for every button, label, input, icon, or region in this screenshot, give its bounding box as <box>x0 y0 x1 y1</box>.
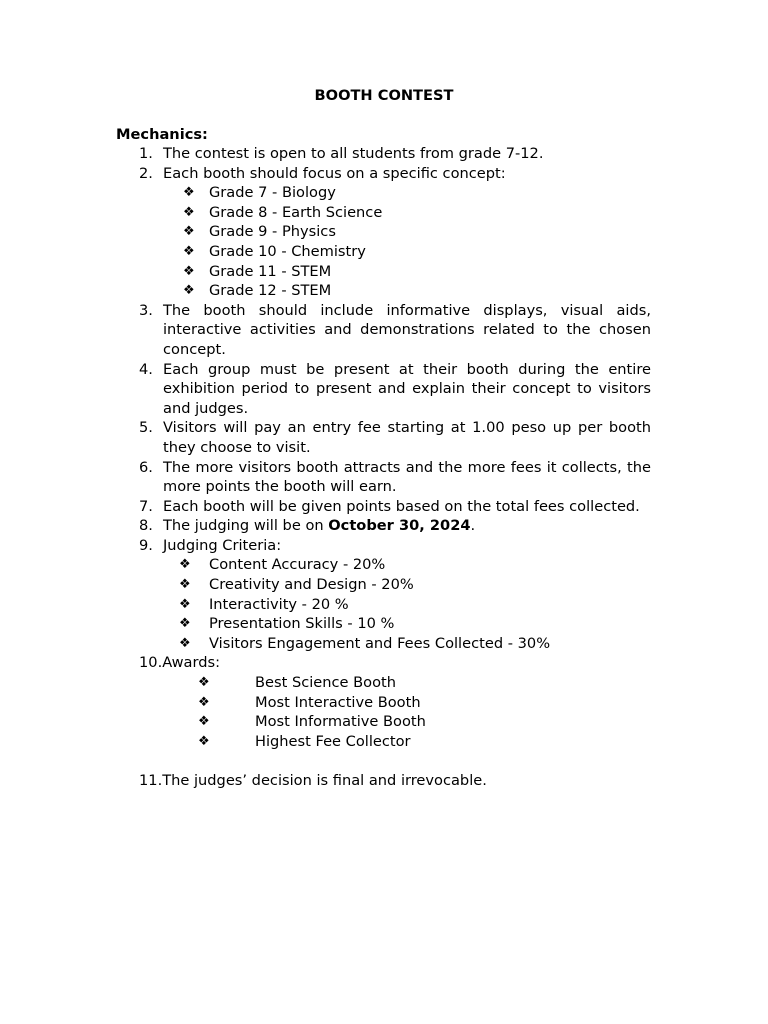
award-text: Most Informative Booth <box>255 713 426 731</box>
diamond-bullet-icon: ❖ <box>179 557 191 573</box>
list-item <box>0 164 651 184</box>
list-item <box>0 301 651 360</box>
list-item <box>0 144 651 164</box>
concept-text: Grade 9 - Physics <box>209 223 336 241</box>
diamond-bullet-icon: ❖ <box>183 204 195 220</box>
item-number: 4. <box>139 360 153 378</box>
item-number: 6. <box>139 458 153 476</box>
diamond-bullet-icon: ❖ <box>179 635 191 651</box>
diamond-bullet-icon: ❖ <box>198 694 210 710</box>
criteria-item <box>0 555 768 575</box>
blank-line <box>0 751 768 771</box>
concept-item <box>0 203 768 223</box>
document-title: BOOTH CONTEST <box>314 87 454 104</box>
item-number: 1. <box>139 145 153 162</box>
judging-date-prefix: The judging will be on <box>163 517 329 535</box>
item-number: 3. <box>139 301 153 319</box>
list-item <box>0 418 651 457</box>
diamond-bullet-icon: ❖ <box>179 616 191 632</box>
award-text: Most Interactive Booth <box>255 693 421 711</box>
diamond-bullet-icon: ❖ <box>198 733 210 749</box>
concept-item <box>0 262 768 282</box>
award-text: Highest Fee Collector <box>255 732 411 750</box>
concept-item <box>0 242 768 262</box>
award-text: Best Science Booth <box>255 674 397 692</box>
concept-text: Grade 7 - Biology <box>209 184 336 202</box>
criteria-item <box>0 575 768 595</box>
awards-heading: 10.Awards: <box>139 654 221 672</box>
award-item <box>0 732 768 752</box>
item-text: The contest is open to all students from grade 7-12. <box>163 145 544 162</box>
item-text: Judging Criteria: <box>163 536 282 554</box>
diamond-bullet-icon: ❖ <box>183 263 195 279</box>
judging-date-suffix: . <box>470 517 476 535</box>
item-text: Each group must be present at their booth during the entire exhibition period to present and explain their concept to visitors and judges. <box>163 360 651 417</box>
award-item <box>0 673 768 693</box>
item-number: 5. <box>139 419 153 437</box>
concept-item <box>0 222 768 242</box>
mechanics-list <box>0 144 768 791</box>
concept-item <box>0 183 768 203</box>
criteria-text: Content Accuracy - 20% <box>209 556 386 574</box>
concept-text: Grade 8 - Earth Science <box>209 203 383 221</box>
concept-text: Grade 12 - STEM <box>209 282 332 300</box>
list-item <box>0 536 651 556</box>
diamond-bullet-icon: ❖ <box>179 577 191 593</box>
diamond-bullet-icon: ❖ <box>183 283 195 299</box>
diamond-bullet-icon: ❖ <box>183 243 195 259</box>
concept-item <box>0 281 768 301</box>
diamond-bullet-icon: ❖ <box>198 714 210 730</box>
mechanics-heading: Mechanics: <box>116 126 208 143</box>
item-number: 2. <box>139 164 153 182</box>
diamond-bullet-icon: ❖ <box>179 596 191 612</box>
item-text: Each booth will be given points based on the total fees collected. <box>163 497 640 515</box>
list-item <box>0 458 651 497</box>
list-item <box>0 497 651 517</box>
item-number: 8. <box>139 517 153 535</box>
list-item <box>0 516 651 536</box>
judging-date: October 30, 2024 <box>328 517 471 535</box>
item-text: The more visitors booth attracts and the more fees it collects, the more points the booth will earn. <box>163 458 651 496</box>
diamond-bullet-icon: ❖ <box>183 224 195 240</box>
diamond-bullet-icon: ❖ <box>183 185 195 201</box>
item-text: Each booth should focus on a specific concept: <box>163 164 506 182</box>
criteria-item <box>0 595 768 615</box>
item-text <box>163 516 651 536</box>
criteria-text: Interactivity - 20 % <box>209 595 349 613</box>
diamond-bullet-icon: ❖ <box>198 675 210 691</box>
item-text: Visitors will pay an entry fee starting at 1.00 peso up per booth they choose to visit. <box>163 419 651 456</box>
concept-text: Grade 10 - Chemistry <box>209 242 366 260</box>
item-number: 9. <box>139 536 153 554</box>
criteria-text: Presentation Skills - 10 % <box>209 615 395 633</box>
award-item <box>0 693 768 713</box>
list-item <box>0 360 651 419</box>
item-number: 7. <box>139 497 153 515</box>
criteria-item <box>0 614 768 634</box>
award-item <box>0 712 768 732</box>
item-text: The booth should include informative displays, visual aids, interactive activities and demonstrations related to the chosen concept. <box>163 301 651 358</box>
criteria-text: Visitors Engagement and Fees Collected - 30% <box>209 634 551 652</box>
criteria-text: Creativity and Design - 20% <box>209 576 414 594</box>
criteria-item <box>0 634 768 654</box>
concept-text: Grade 11 - STEM <box>209 262 332 280</box>
final-statement: 11.The judges’ decision is final and irrevocable. <box>139 772 487 789</box>
